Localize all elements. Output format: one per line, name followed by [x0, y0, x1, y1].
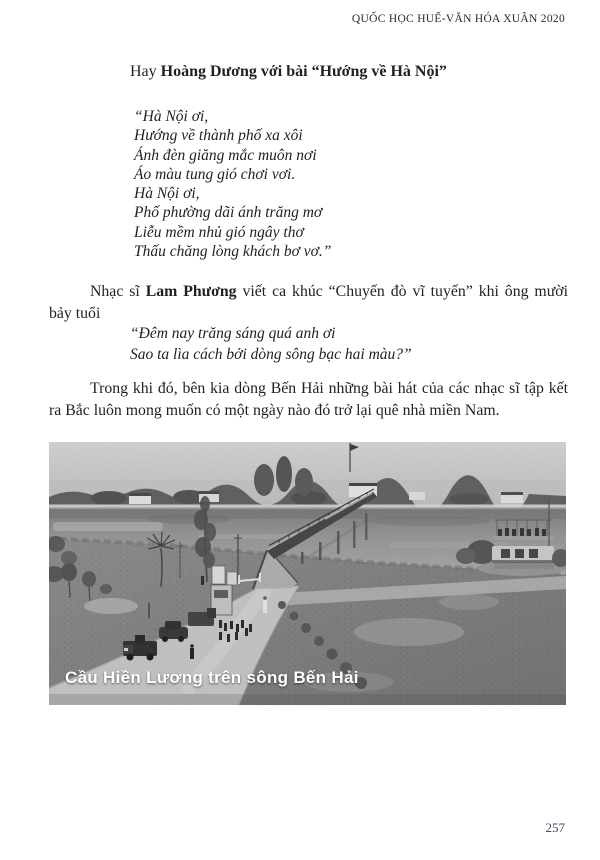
poem-chuyen-do-vi-tuyen	[130, 324, 412, 365]
poem-line: “Hà Nội ơi,	[134, 108, 209, 125]
page-number: 257	[545, 820, 565, 835]
poem-line: Áo màu tung gió chơi vơi.	[134, 165, 296, 183]
bridge-photo-illustration	[49, 442, 566, 705]
para1-suffix: viết ca khúc “Chuyến đò vĩ tuyến” khi ông mười bảy tuổi	[49, 283, 569, 322]
poem-line: Ánh đèn giăng mắc muôn nơi	[134, 146, 317, 164]
para1-prefix: Nhạc sĩ	[90, 283, 146, 300]
poem-huong-ve-ha-noi	[134, 107, 331, 261]
poem-line: Liễu mềm nhủ gió ngây thơ	[134, 223, 304, 241]
poem-line: Sao ta lìa cách bởi dòng sông bạc hai màu?”	[130, 345, 412, 363]
photo-caption: Cầu Hiền Lương trên sông Bến Hải	[65, 668, 359, 687]
paragraph-ben-hai: Trong khi đó, bên kia dòng Bến Hải những bài hát của các nhạc sĩ tập kết ra Bắc luôn mong muốn có một ngày nào đó trở lại quê nhà miền Nam.	[49, 380, 568, 419]
composer-name: Lam Phương	[145, 283, 237, 300]
song-intro-line	[130, 63, 447, 81]
poem-line: Phố phường dãi ánh trăng mơ	[134, 204, 323, 222]
running-header: QUỐC HỌC HUẾ-VĂN HÓA XUÂN 2020	[351, 13, 565, 25]
poem-line: Thấu chăng lòng khách bơ vơ.”	[134, 243, 332, 261]
poem-line: Hướng về thành phố xa xôi	[134, 127, 303, 145]
paragraph-lam-phuong	[49, 281, 568, 324]
composer-and-song-title: Hoàng Dương với bài “Hướng về Hà Nội”	[160, 63, 447, 80]
photo-hien-luong-bridge	[49, 442, 566, 705]
poem-line: Hà Nội ơi,	[134, 185, 200, 203]
intro-prefix: Hay	[130, 63, 161, 80]
poem-line: “Đêm nay trăng sáng quá anh ơi	[130, 325, 336, 342]
